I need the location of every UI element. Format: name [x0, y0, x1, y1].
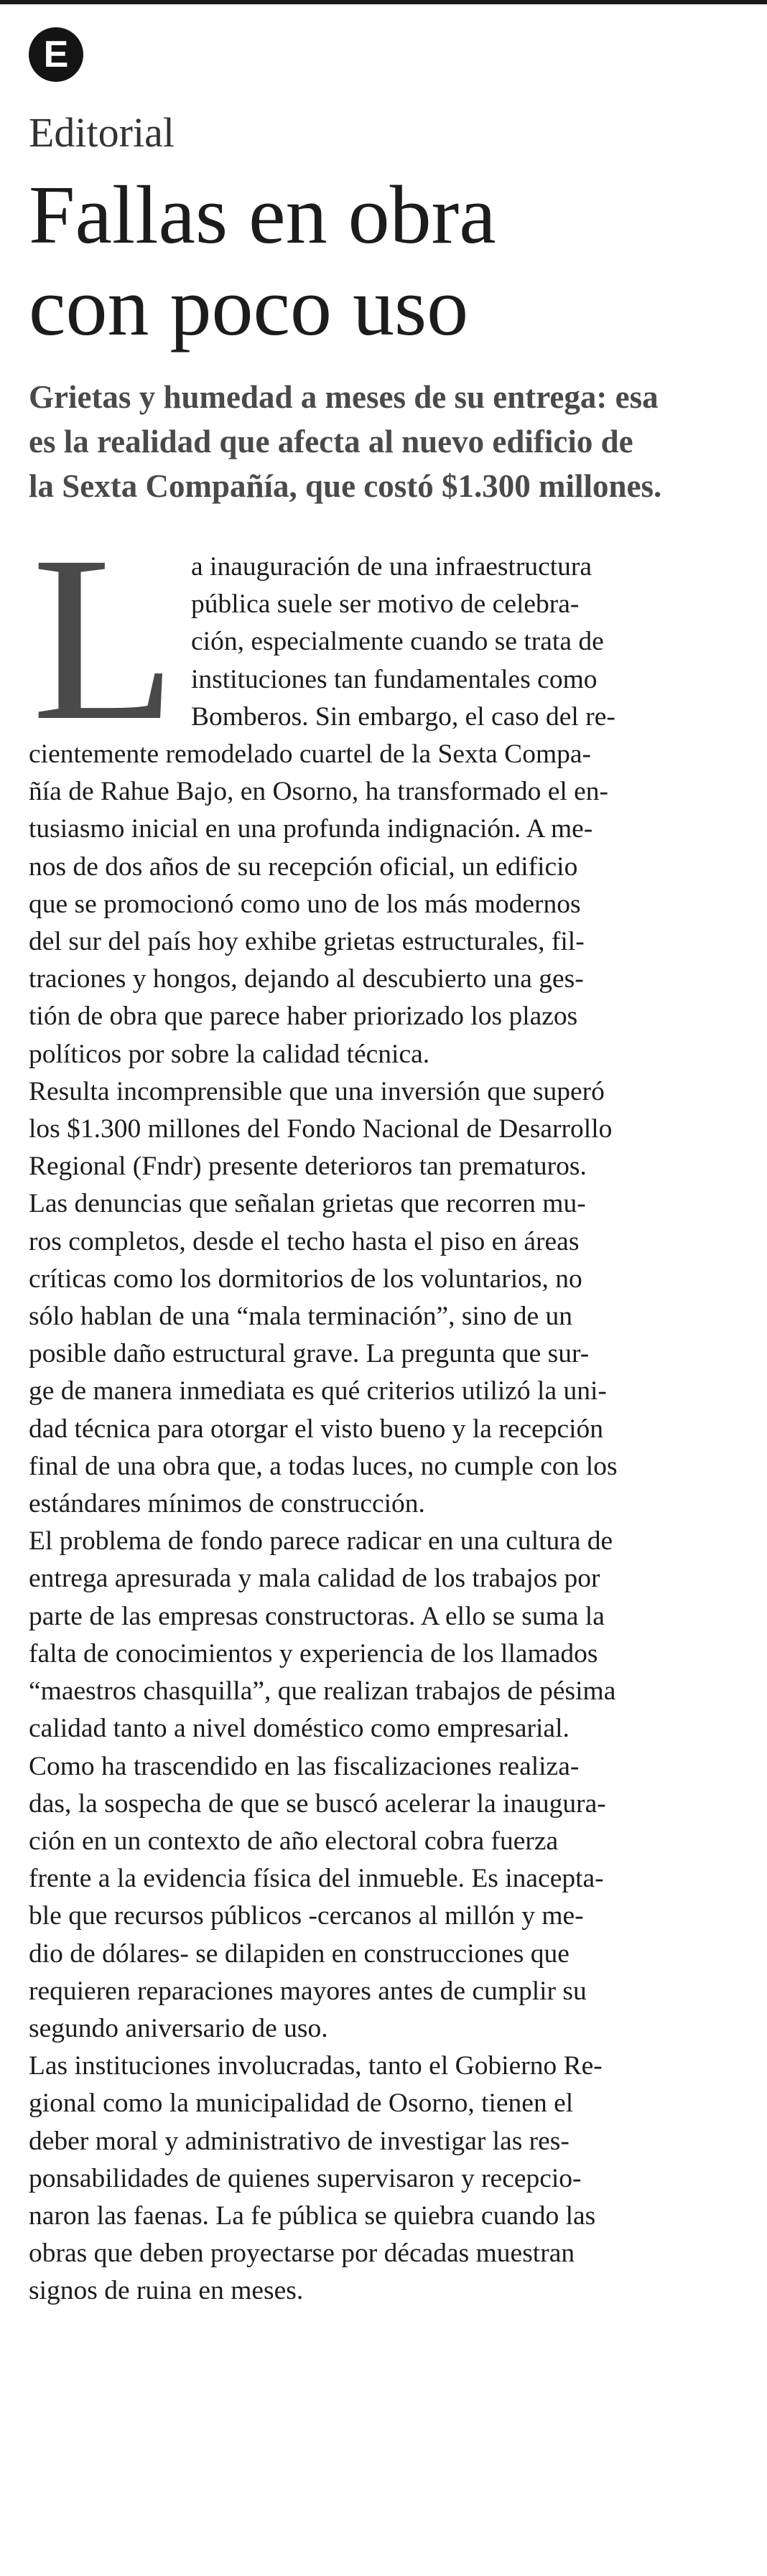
- paragraph-line: calidad tanto a nivel doméstico como empresarial.: [29, 1714, 570, 1744]
- paragraph-line: Resulta incomprensible que una inversión que superó: [29, 1076, 605, 1106]
- subheadline: [29, 375, 740, 508]
- paragraph-line: cientemente remodelado cuartel de la Sexta Compa-: [29, 739, 591, 770]
- paragraph-line: traciones y hongos, dejando al descubierto una ges-: [29, 964, 584, 994]
- paragraph-line: tusiasmo inicial en una profunda indignación. A me-: [29, 814, 593, 844]
- article-paragraph: [29, 1523, 741, 1747]
- paragraph-line: ción, especialmente cuando se trata de: [191, 627, 604, 657]
- paragraph-line: parte de las empresas constructoras. A ello se suma la: [29, 1601, 605, 1631]
- paragraph-line: final de una obra que, a todas luces, no cumple con los: [29, 1451, 618, 1481]
- headline: [29, 169, 740, 353]
- headline-line: con poco uso: [29, 261, 469, 353]
- paragraph-line: políticos por sobre la calidad técnica.: [29, 1039, 430, 1069]
- paragraph-line: posible daño estructural grave. La pregunta que sur-: [29, 1339, 590, 1369]
- paragraph-line: nos de dos años de su recepción oficial, un edificio: [29, 851, 578, 882]
- paragraph-line: signos de ruina en meses.: [29, 2276, 304, 2306]
- paragraph-line: Como ha trascendido en las fiscalizaciones realiza-: [29, 1751, 580, 1781]
- paragraph-line: Bomberos. Sin embargo, el caso del re-: [191, 701, 615, 732]
- subheadline-line: Grietas y humedad a meses de su entrega: esa: [29, 379, 659, 415]
- paragraph-line: segundo aniversario de uso.: [29, 2013, 328, 2043]
- article-paragraphs: [29, 508, 741, 2310]
- paragraph-line: ción en un contexto de año electoral cobra fuerza: [29, 1826, 559, 1856]
- article-paragraph: [29, 1748, 741, 2048]
- paragraph-line: naron las faenas. La fe pública se quiebra cuando las: [29, 2201, 596, 2231]
- paragraph-line: Las denuncias que señalan grietas que recorren mu-: [29, 1189, 586, 1219]
- paragraph-line: instituciones tan fundamentales como: [191, 664, 598, 694]
- article-paragraph: [29, 1073, 741, 1523]
- paragraph-line: a inauguración de una infraestructura: [191, 552, 592, 582]
- paragraph-line: los $1.300 millones del Fondo Nacional de Desarrollo: [29, 1114, 613, 1144]
- top-rule: [0, 0, 767, 4]
- paragraph-line: dad técnica para otorgar el visto bueno y la recepción: [29, 1414, 604, 1444]
- paragraph-line: ble que recursos públicos -cercanos al millón y me-: [29, 1901, 584, 1931]
- section-badge-icon: [29, 27, 83, 82]
- paragraph-line: dio de dólares- se dilapiden en construcciones que: [29, 1938, 570, 1969]
- paragraph-line: frente a la evidencia física del inmueble. Es inacepta-: [29, 1864, 604, 1894]
- paragraph-line: Regional (Fndr) presente deterioros tan prematuros.: [29, 1152, 587, 1182]
- subheadline-line: la Sexta Compañía, que costó $1.300 millones.: [29, 468, 662, 504]
- paragraph-line: obras que deben proyectarse por décadas muestran: [29, 2239, 575, 2269]
- paragraph-line: gional como la municipalidad de Osorno, tienen el: [29, 2089, 574, 2119]
- paragraph-line: das, la sospecha de que se buscó acelerar la inaugura-: [29, 1788, 606, 1819]
- paragraph-line: ponsabilidades de quienes supervisaron y recepcio-: [29, 2163, 582, 2193]
- subheadline-line: es la realidad que afecta al nuevo edificio de: [29, 424, 633, 459]
- section-label: Editorial: [29, 109, 175, 156]
- paragraph-line: Las instituciones involucradas, tanto el Gobierno Re-: [29, 2051, 603, 2081]
- paragraph-line: que se promocionó como uno de los más modernos: [29, 889, 581, 919]
- paragraph-line: “maestros chasquilla”, que realizan trabajos de pésima: [29, 1676, 616, 1707]
- paragraph-line: El problema de fondo parece radicar en una cultura de: [29, 1526, 613, 1557]
- section-badge-letter: E: [43, 34, 69, 75]
- paragraph-line: ge de manera inmediata es qué criterios utilizó la uni-: [29, 1376, 607, 1406]
- paragraph-line: ñía de Rahue Bajo, en Osorno, ha transformado el en-: [29, 777, 609, 807]
- article-paragraph: [29, 2048, 741, 2310]
- paragraph-line: tión de obra que parece haber priorizado los plazos: [29, 1002, 578, 1032]
- drop-cap: L: [32, 508, 177, 770]
- paragraph-line: falta de conocimientos y experiencia de los llamados: [29, 1638, 598, 1669]
- paragraph-line: pública suele ser motivo de celebra-: [191, 589, 580, 620]
- paragraph-line: entrega apresurada y mala calidad de los trabajos por: [29, 1564, 600, 1594]
- paragraph-line: ros completos, desde el techo hasta el piso en áreas: [29, 1226, 580, 1256]
- paragraph-line: estándares mínimos de construcción.: [29, 1489, 425, 1519]
- article-body: [29, 508, 741, 2310]
- headline-line: Fallas en obra: [29, 169, 496, 261]
- paragraph-line: críticas como los dormitorios de los voluntarios, no: [29, 1264, 582, 1294]
- paragraph-line: requieren reparaciones mayores antes de cumplir su: [29, 1976, 587, 2006]
- paragraph-line: del sur del país hoy exhibe grietas estructurales, fil-: [29, 927, 585, 957]
- paragraph-line: deber moral y administrativo de investigar las res-: [29, 2126, 570, 2156]
- paragraph-line: sólo hablan de una “mala terminación”, sino de un: [29, 1302, 573, 1332]
